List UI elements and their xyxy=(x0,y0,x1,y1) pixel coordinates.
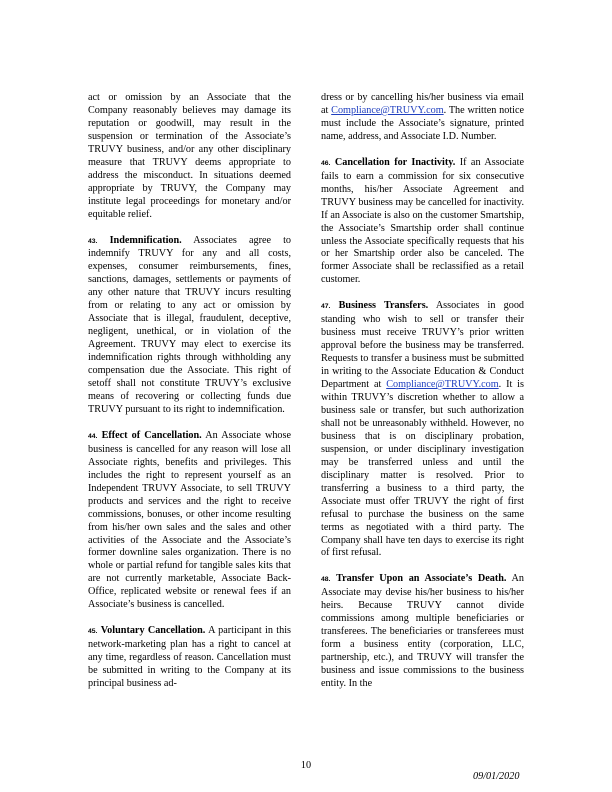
section-heading: Voluntary Cancellation. xyxy=(100,625,206,637)
left-column xyxy=(88,92,291,704)
section-heading: Business Transfers. xyxy=(338,300,429,312)
compliance-email-link[interactable]: Compliance@TRUVY.com xyxy=(331,104,444,116)
section-44-effect-of-cancellation xyxy=(88,430,291,612)
section-48-transfer-upon-death xyxy=(321,573,524,691)
section-body: Associates agree to indemnify TRUVY for any and all costs, expenses, consumer reimbursements, fines, sanctions, damages, settlements or payments of any other nature that TRUVY incurs resulting from or relating to any act or omission by Associate that is illegal, fraudulent, deceptive, negligent, unethical, or in violation of the Agreement. TRUVY may elect to exercise its indemnification rights through withholding any compensation due the Associate. This right of setoff shall not constitute TRUVY’s exclusive means of recovering or collecting funds due TRUVY pursuant to its right to indemnification. xyxy=(88,234,292,415)
section-number: 48. xyxy=(321,576,331,584)
section-43-indemnification xyxy=(88,235,291,417)
section-46-cancellation-for-inactivity xyxy=(321,157,524,288)
section-body: An Associate whose business is cancelled for any reason will lose all Associate rights, benefits and privileges. This includes the right to represent yourself as an Independent TRUVY Associate, to sell TRUVY products and services and the right to receive commissions, bonuses, or other income resulting from his/her own sales and the sales and other activities of the Associate and the Associate’s former downline sales organization. There is no whole or partial refund for tangible sales kits that are not currently marketable, Associate Back-Office, replicated website or renewal fees if an Associate’s business is cancelled. xyxy=(88,429,291,611)
section-number: 46. xyxy=(321,159,331,167)
section-number: 47. xyxy=(321,303,331,311)
section-number: 45. xyxy=(88,628,98,636)
section-number: 43. xyxy=(88,237,98,245)
section-47-business-transfers xyxy=(321,300,524,560)
paragraph-text: act or omission by an Associate that the Company reasonably believes may damage its reputation or goodwill, may result in the suspension or termination of the Associate’s TRUVY business, and/or any other disciplinary measure that TRUVY deems appropriate to address the misconduct. In situations deemed appropriate by TRUVY, the Company may institute legal proceedings for monetary and/or equitable relief. xyxy=(88,92,291,220)
section-heading: Indemnification. xyxy=(109,234,182,246)
compliance-email-link[interactable]: Compliance@TRUVY.com xyxy=(386,379,499,391)
footer-date: 09/01/2020 xyxy=(473,771,520,782)
section-body: A participant in this network-marketing plan has a right to cancel at any time, regardless of reason. Cancellation must be submitted in writing to the Company at its principal business ad- xyxy=(88,625,291,690)
section-heading: Transfer Upon an Associate’s Death. xyxy=(336,573,507,585)
section-body: An Associate may devise his/her business to his/her heirs. Because TRUVY cannot divide commissions among multiple beneficiaries or transferees. The beneficiaries or transferees must form a business entity (corporation, LLC, partnership, etc.), and TRUVY will transfer the business and issue commissions to the business entity. In the xyxy=(321,573,524,690)
section-body-end: . The written notice must include the Associate’s signature, printed name, address, and Associate I.D. Number. xyxy=(321,104,525,142)
section-body: dress or by cancelling his/her business via email at xyxy=(321,92,524,116)
section-number: 44. xyxy=(88,432,98,440)
section-45-continued xyxy=(321,92,524,144)
right-column xyxy=(321,92,524,704)
section-body-end: . It is within TRUVY’s discretion whether to allow a business sale or transfer, but such authorization shall not be unreasonably withheld. However, no business that is on disciplinary probation, suspension, or under disciplinary investigation may be transferred unless and until the disciplinary matter is resolved. Prior to transferring a business to a third party, the Associate must offer TRUVY the right of first refusal to purchase the business on the same terms as negotiated with a third party. The Company shall have ten days to exercise its right of first refusal. xyxy=(321,379,524,559)
section-body: If an Associate fails to earn a commission for six consecutive months, his/her Associate Agreement and TRUVY business may be cancelled for inactivity. If an Associate is also on the customer Smartship, the Associate’s Smartship order shall continue unless the Associate specifically requests that his or her Smartship order also be canceled. The former Associate shall be reclassified as a retail customer. xyxy=(321,156,524,286)
section-body: Associates in good standing who wish to sell or transfer their business must receive TRUVY’s prior written approval before the business may be transferred. Requests to transfer a business must be submitted in writing to the Associate Education & Conduct Department at xyxy=(321,300,525,391)
section-45-voluntary-cancellation xyxy=(88,625,291,691)
page-number: 10 xyxy=(300,760,312,771)
section-heading: Cancellation for Inactivity. xyxy=(334,156,456,168)
section-heading: Effect of Cancellation. xyxy=(101,429,202,441)
paragraph-continued-intro xyxy=(88,92,291,222)
